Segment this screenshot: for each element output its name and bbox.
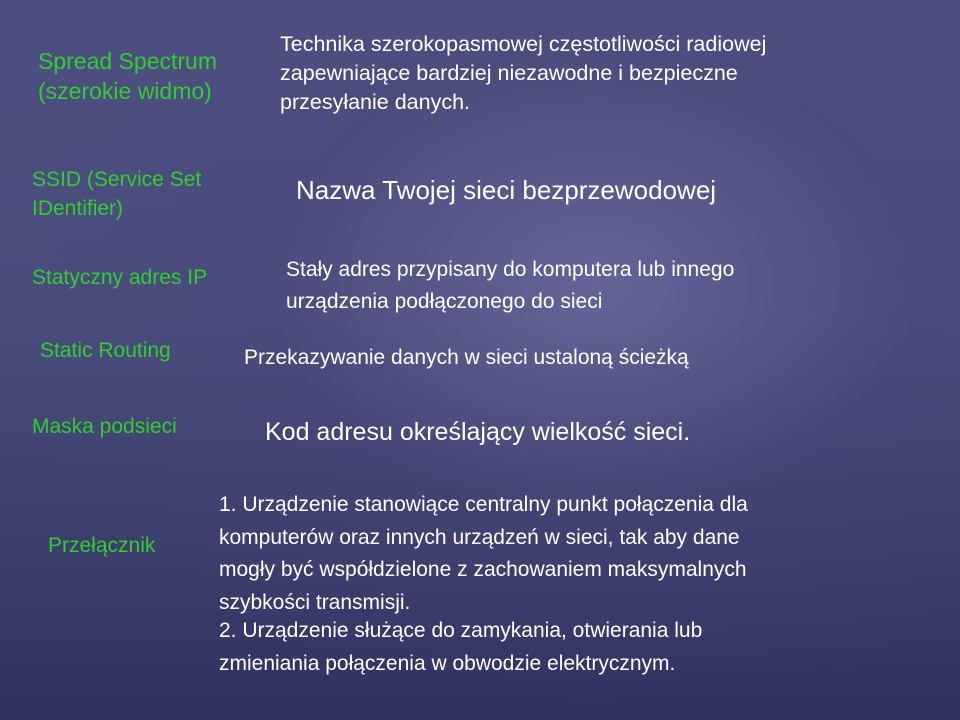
term-subnet-mask: Maska podsieci xyxy=(32,415,177,438)
definition-switch-2: 2. Urządzenie służące do zamykania, otwierania lub zmieniania połączenia w obwodzie elektrycznym. xyxy=(219,619,703,675)
term-switch: Przełącznik xyxy=(48,534,156,557)
definition-static-ip: Stały adres przypisany do komputera lub innego urządzenia podłączonego do sieci xyxy=(286,258,735,313)
definition-switch-1: 1. Urządzenie stanowiące centralny punkt połączenia dla komputerów oraz innych urządzeń w sieci, tak aby dane mogły być współdzielone z zachowaniem maksymalnych szybkości transmisji. xyxy=(219,493,748,614)
term-ssid: SSID (Service Set IDentifier) xyxy=(32,168,202,220)
term-static-routing: Static Routing xyxy=(40,339,171,362)
term-spread-spectrum: Spread Spectrum (szerokie widmo) xyxy=(38,48,217,104)
definition-subnet-mask: Kod adresu określający wielkość sieci. xyxy=(265,418,691,446)
definition-static-routing: Przekazywanie danych w sieci ustaloną ścieżką xyxy=(244,346,689,369)
definition-spread-spectrum: Technika szerokopasmowej częstotliwości radiowej zapewniające bardziej niezawodne i bezpieczne przesyłanie danych. xyxy=(280,32,767,114)
definition-ssid: Nazwa Twojej sieci bezprzewodowej xyxy=(296,175,717,205)
term-static-ip: Statyczny adres IP xyxy=(32,266,208,289)
